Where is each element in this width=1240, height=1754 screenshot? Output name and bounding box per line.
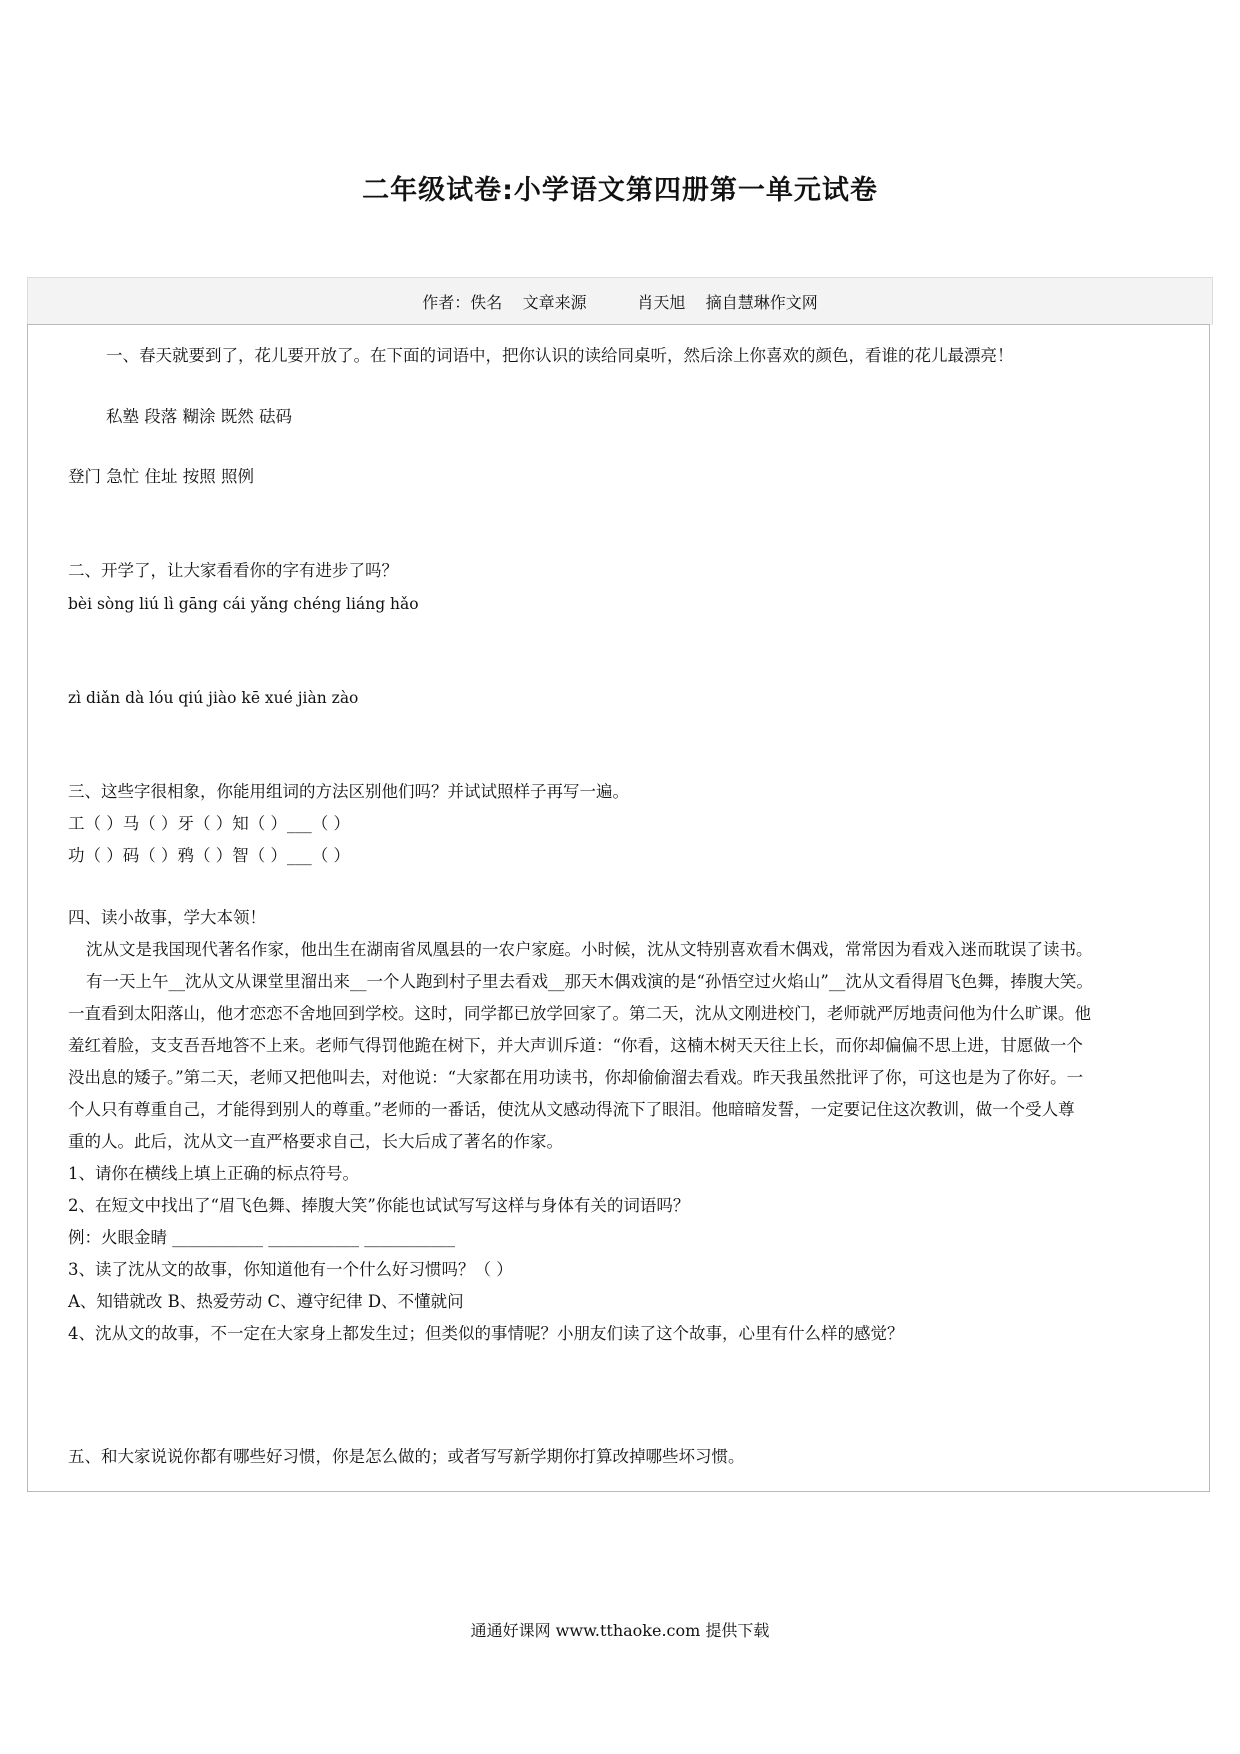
question-2: 2、在短文中找出了“眉飞色舞、捧腹大笑”你能也试试写写这样与身体有关的词语吗？ — [68, 1196, 690, 1215]
section1-heading: 一、春天就要到了，花儿要开放了。在下面的词语中，把你认识的读给同桌听，然后涂上你喜欢的颜色，看谁的花儿最漂亮！ — [106, 346, 1014, 365]
question-4: 4、沈从文的故事，不一定在大家身上都发生过；但类似的事情呢？小朋友们读了这个故事，心里有什么样的感觉？ — [68, 1324, 904, 1343]
section2-pinyin-1: bèi sòng liú lì gāng cái yǎng chéng liáng hǎo — [68, 595, 419, 613]
page-title: 二年级试卷:小学语文第四册第一单元试卷 — [362, 175, 878, 206]
footer-credit: 通通好课网 www.tthaoke.com 提供下载 — [470, 1621, 770, 1640]
section5-heading: 五、和大家说说你都有哪些好习惯，你是怎么做的；或者写写新学期你打算改掉哪些坏习惯。 — [68, 1447, 745, 1466]
story-line: 个人只有尊重自己，才能得到别人的尊重。”老师的一番话，使沈从文感动得流下了眼泪。他暗暗发誓，一定要记住这次教训，做一个受人尊 — [68, 1100, 1075, 1119]
section3-row-2: 功（ ）码（ ）鸦（ ）智（ ）___（ ） — [68, 846, 350, 865]
question-3: 3、读了沈从文的故事，你知道他有一个什么好习惯吗？（ ） — [68, 1260, 513, 1279]
story-line: 有一天上午__沈从文从课堂里溜出来__一个人跑到村子里去看戏__那天木偶戏演的是“孙悟空过火焰山”__沈从文看得眉飞色舞，捧腹大笑。 — [86, 972, 1093, 991]
story-line: 一直看到太阳落山，他才恋恋不舍地回到学校。这时，同学都已放学回家了。第二天，沈从文刚进校门，老师就严厉地责问他为什么旷课。他 — [68, 1004, 1091, 1023]
section3-row-1: 工（ ）马（ ）牙（ ）知（ ）___（ ） — [68, 814, 350, 833]
byline-text: 作者：佚名 文章来源 肖天旭 摘自慧琳作文网 — [422, 293, 818, 312]
section1-words-2: 登门 急忙 住址 按照 照例 — [68, 467, 254, 486]
story-line: 没出息的矮子。”第二天，老师又把他叫去，对他说：“大家都在用功读书，你却偷偷溜去看戏。昨天我虽然批评了你，可这也是为了你好。一 — [68, 1068, 1084, 1087]
section2-pinyin-2: zì diǎn dà lóu qiú jiào kē xué jiàn zào — [68, 689, 359, 707]
question-2-example: 例：火眼金睛 ___________ ___________ ___________ — [68, 1228, 455, 1247]
question-1: 1、请你在横线上填上正确的标点符号。 — [68, 1164, 359, 1183]
section3-heading: 三、这些字很相象，你能用组词的方法区别他们吗？并试试照样子再写一遍。 — [68, 782, 629, 801]
story-line: 重的人。此后，沈从文一直严格要求自己，长大后成了著名的作家。 — [68, 1132, 563, 1151]
story-line: 沈从文是我国现代著名作家，他出生在湖南省凤凰县的一农户家庭。小时候，沈从文特别喜欢看木偶戏，常常因为看戏入迷而耽误了读书。 — [86, 940, 1093, 959]
exam-content — [27, 324, 1210, 1492]
section1-words-1: 私塾 段落 糊涂 既然 砝码 — [106, 407, 292, 426]
section2-heading: 二、开学了，让大家看看你的字有进步了吗？ — [68, 561, 398, 580]
question-3-options: A、知错就改 B、热爱劳动 C、遵守纪律 D、不懂就问 — [68, 1292, 464, 1311]
byline-bar — [27, 277, 1213, 325]
story-line: 羞红着脸，支支吾吾地答不上来。老师气得罚他跪在树下，并大声训斥道：“你看，这楠木树天天往上长，而你却偏偏不思上进，甘愿做一个 — [68, 1036, 1083, 1055]
section4-heading: 四、读小故事，学大本领！ — [68, 908, 266, 927]
